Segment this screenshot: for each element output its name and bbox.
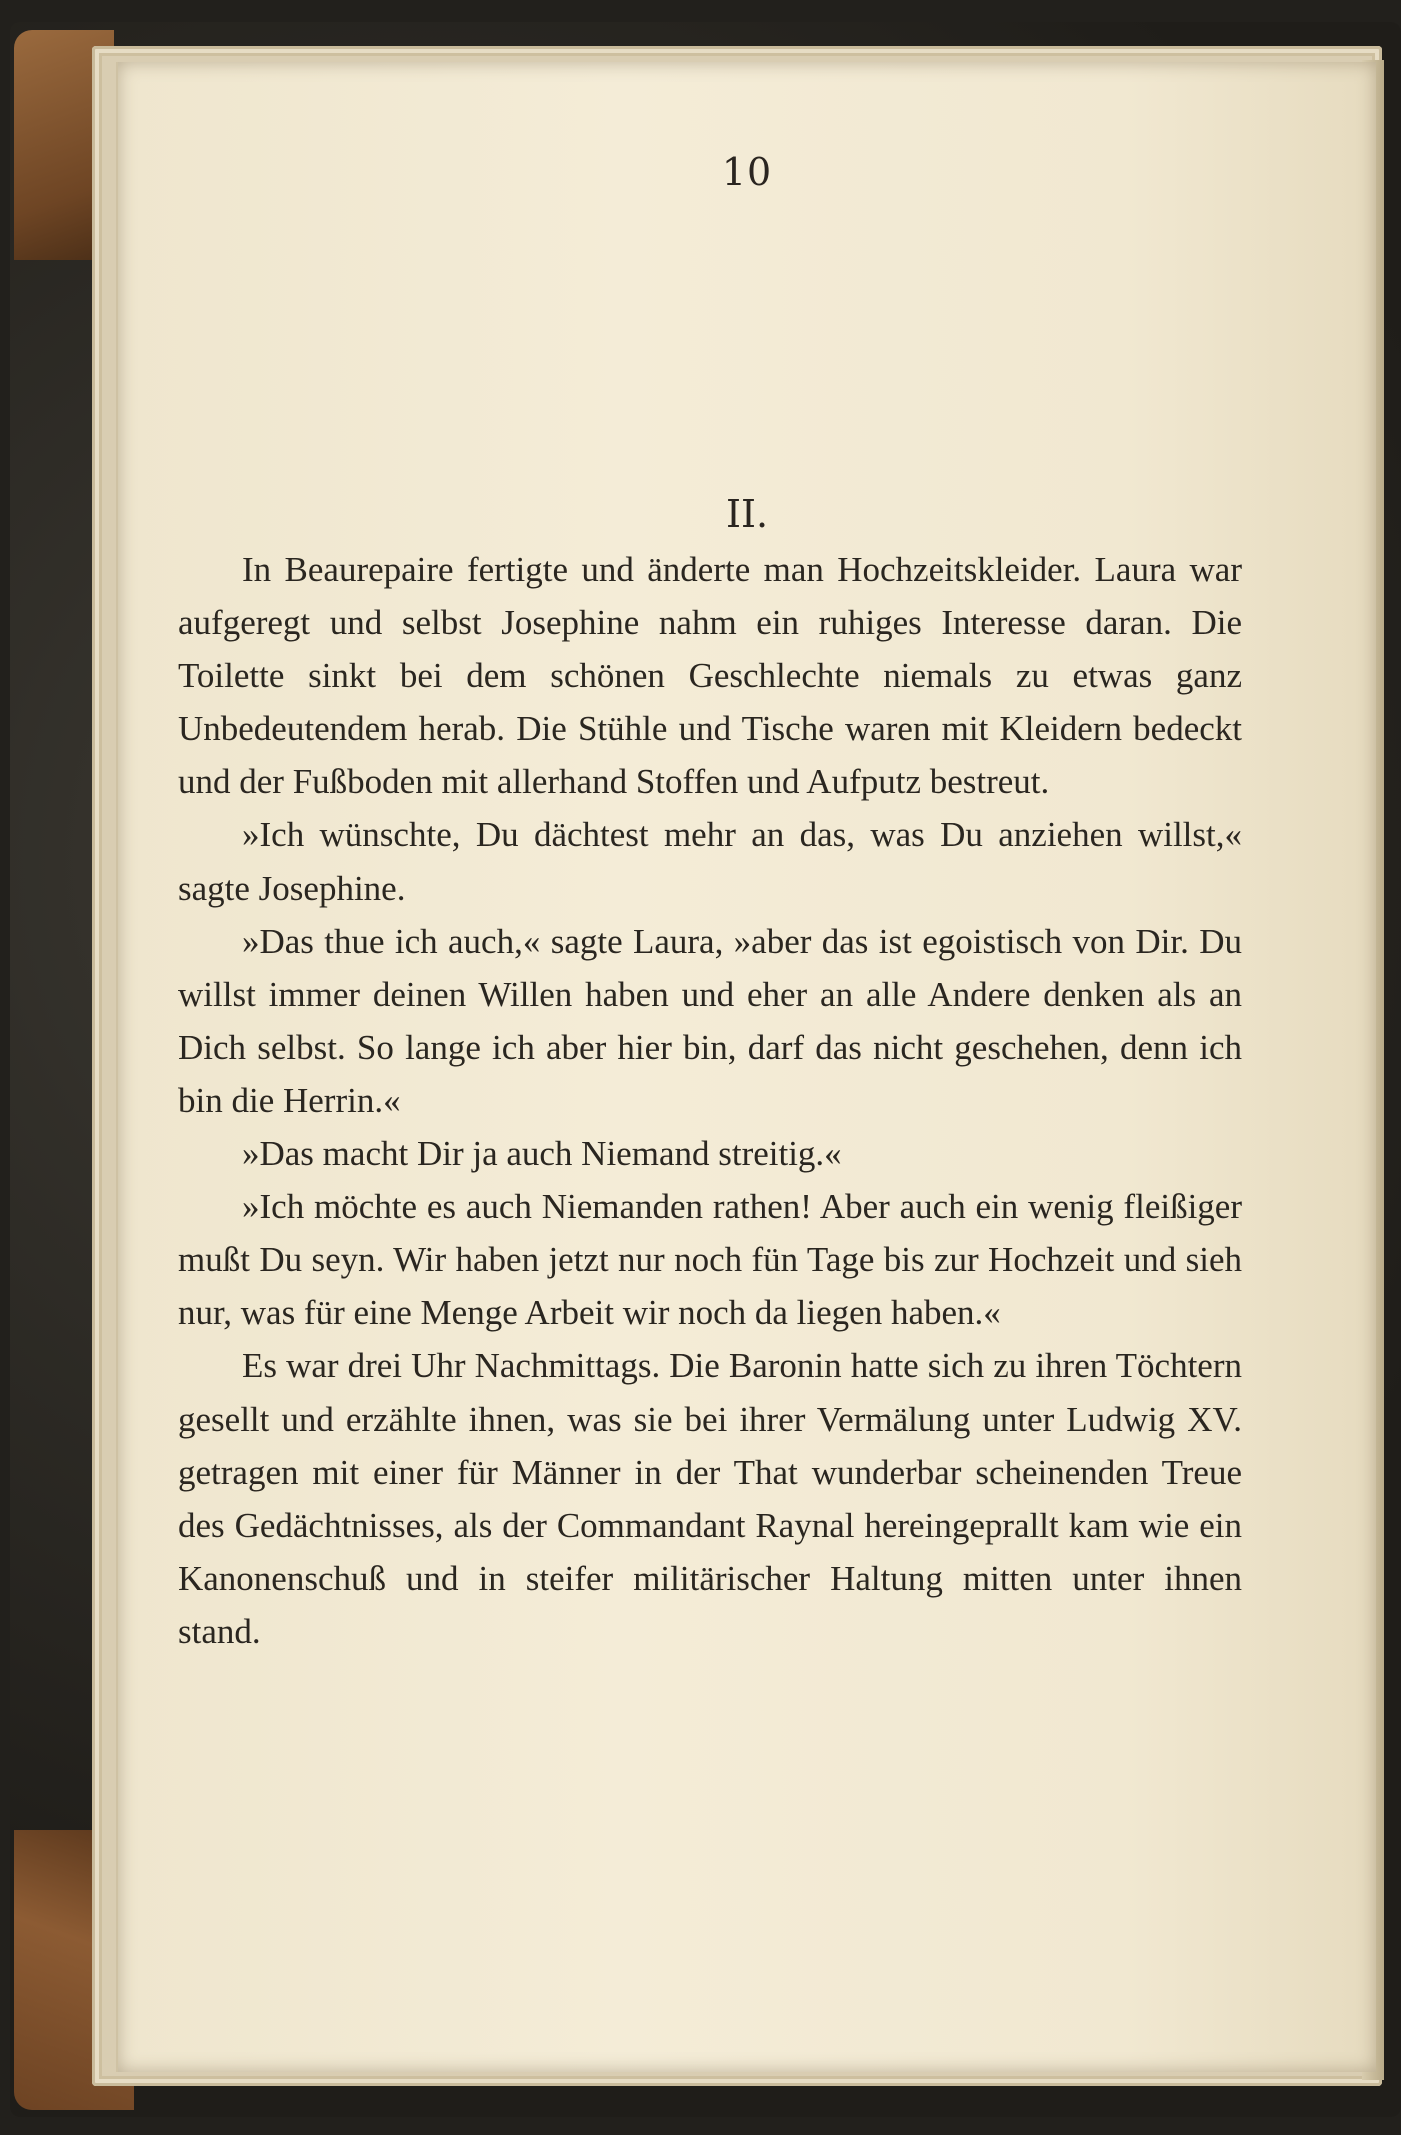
paragraph: In Beaurepaire fertigte und änderte man Hochzeitskleider. Laura war aufgeregt und selbst Josephine nahm ein ruhiges Interesse daran. Die Toilette sinkt bei dem schönen Geschlechte niemals zu etwas ganz Unbedeutendem herab. Die Stühle und Tische waren mit Kleidern bedeckt und der Fußboden mit allerhand Stoffen und Aufputz bestreut. [178, 550, 1242, 802]
page-number: 10 [721, 150, 773, 194]
paragraph: »Das macht Dir ja auch Niemand streitig.« [242, 1134, 842, 1174]
chapter-heading: II. [725, 492, 769, 536]
paragraph: Es war drei Uhr Nachmittags. Die Baronin hatte sich zu ihren Töchtern gesellt und erzählte ihnen, was sie bei ihrer Vermälung unter Ludwig XV. getragen mit einer für Männer in der That wunderbar scheinenden Treue des Gedächtnisses, als der Commandant Raynal hereingeprallt kam wie ein Kanonenschuß und in steifer militärischer Haltung mitten unter ihnen stand. [178, 1346, 1242, 1651]
paragraph: »Das thue ich auch,« sagte Laura, »aber das ist egoistisch von Dir. Du willst immer deinen Willen haben und eher an alle Andere denken als an Dich selbst. So lange ich aber hier bin, darf das nicht geschehen, denn ich bin die Herrin.« [178, 921, 1242, 1120]
paragraph: »Ich möchte es auch Niemanden rathen! Aber auch ein wenig fleißiger mußt Du seyn. Wir haben jetzt nur noch fün Tage bis zur Hochzeit und sieh nur, was für eine Menge Arbeit wir noch da liegen haben.« [178, 1187, 1242, 1333]
paragraph: »Ich wünschte, Du dächtest mehr an das, was Du anziehen willst,« sagte Josephine. [178, 815, 1242, 908]
body-text [178, 543, 1242, 1658]
